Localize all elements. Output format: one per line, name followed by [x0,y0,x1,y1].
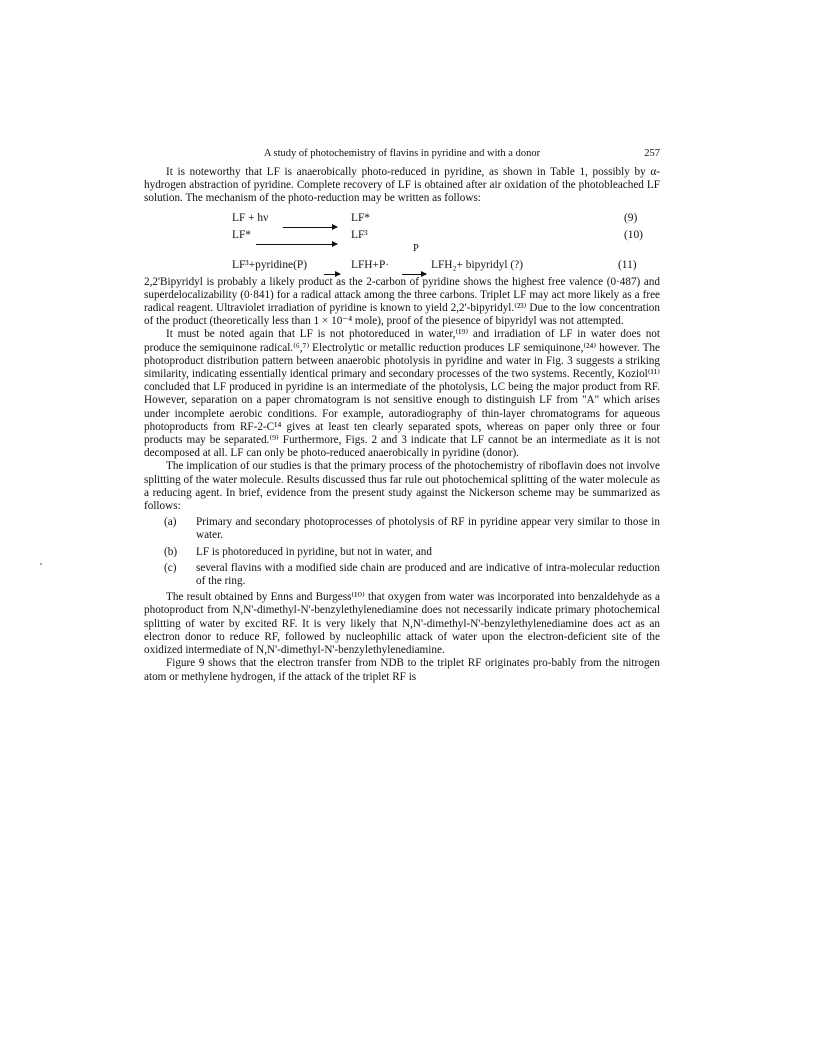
equation-11 [144,244,660,274]
equation-11-number: (11) [618,258,637,271]
list-item [144,516,660,542]
list-item-label: (b) [164,545,178,558]
paragraph-4: The implication of our studies is that the primary process of the photochemistry of riboflavin does not involve splitting of the water molecule. Results discussed thus far rule out photochemical splitting of the water molecule as a reducing agent. In brief, evidence from the present study against the Nickerson scheme may be summarized as follows: [144,460,660,513]
equation-9-right: LF* [351,211,370,224]
list-item-label: (c) [164,561,177,574]
paragraph-5: The result obtained by Enns and Burgess⁽¹⁰⁾ that oxygen from water was incorporated into benzaldehyde as a photoproduct from N,N'-dimethyl-N'-benzylethylenediamine does not necessarily indicate primary photochemical splitting of water by excited RF. It is very likely that N,N'-dimethyl-N'-benzylethylenediamine does act as an electron donor to reduce RF, followed by nucleophilic attack of water upon the electron-deficient site of the oxidized intermediate of N,N'-dimethyl-N'-benzylethylenediamine. [144,591,660,657]
equation-11-left: LF³+pyridine(P) [232,258,308,271]
reaction-arrow [402,274,426,275]
paper-page [144,148,660,684]
equation-10-right: LF³ [351,228,368,241]
equation-10-number: (10) [624,228,643,241]
list-item-label: (a) [164,516,177,529]
running-title: A study of photochemistry of flavins in pyridine and with a donor [263,148,541,159]
summary-list [144,516,660,588]
equation-9-left: LF + hν [232,211,269,224]
running-header [144,148,660,166]
page-number: 257 [644,148,660,159]
equation-11-right: LFH₂+ bipyridyl (?) [431,258,524,271]
equation-10-left: LF* [232,228,251,241]
paragraph-1: It is noteworthy that LF is anaerobically photo-reduced in pyridine, as shown in Table 1, possibly by α-hydrogen abstraction of pyridine. Complete recovery of LF is obtained after air oxidation of the photobleached LF solution. The mechanism of the photo-reduction may be written as follows: [144,166,660,205]
paragraph-2: 2,2'Bipyridyl is probably a likely product as the 2-carbon of pyridine shows the highest free valence (0·487) and superdelocalizability (0·841) for a radical attack among the three carbons. Triplet LF may act more likely as a free radical reagent. Ultraviolet irradiation of pyridine is known to yield 2,2'-bipyridyl.⁽²³⁾ Due to the low concentration of the product (theoretically less than 1 × 10⁻⁴ mole), proof of the piesence of bipyridyl was not attempted. [144,275,660,328]
list-item-text: Primary and secondary photoprocesses of photolysis of RF in pyridine appear very similar to those in water. [196,516,660,542]
list-item-text: LF is photoreduced in pyridine, but not in water, and [196,545,432,558]
equation-11-mid: LFH+P· [351,258,390,271]
equation-9-number: (9) [624,211,638,224]
list-item-text: several flavins with a modified side chain are produced and are indicative of intra-molecular reduction of the ring. [196,561,660,588]
equation-10 [144,227,660,244]
paragraph-6: Figure 9 shows that the electron transfer from NDB to the triplet RF originates pro-bably from the nitrogen atom or methylene hydrogen, if the attack of the triplet RF is [144,657,660,683]
paragraph-3: It must be noted again that LF is not photoreduced in water,⁽¹⁹⁾ and irradiation of LF in water does not produce the semiquinone radical.⁽⁶,⁷⁾ Electrolytic or metallic reduction produces LF semiquinone,⁽²⁴⁾ however. The photoproduct distribution pattern between anaerobic photolysis in pyridine and water in Fig. 3 suggests a striking similarity, indicating essentially identical primary and secondary processes of the two systems. Recently, Koziol⁽¹¹⁾ concluded that LF produced in pyridine is an intermediate of the photolysis, LC being the major product from RF. However, separation on a paper chromatogram is not sensitive enough to distinguish LF from "A" which arises under incomplete aerobic conditions. For example, autoradiography of thin-layer chromatograms for aqueous photoproducts from RF-2-C¹⁴ gives at least ten clearly separated spots, whereas on paper only three or four products may be separated.⁽⁹⁾ Furthermore, Figs. 2 and 3 indicate that LF cannot be an intermediate as it is not decomposed at all. LF can only be photo-reduced anaerobically in pyridine (donor). [144,328,660,460]
list-item [144,546,660,559]
stray-mark [40,563,42,565]
reaction-arrow [324,274,340,275]
equation-9 [144,210,660,227]
equation-11-over: P [413,242,419,254]
list-item [144,562,660,588]
